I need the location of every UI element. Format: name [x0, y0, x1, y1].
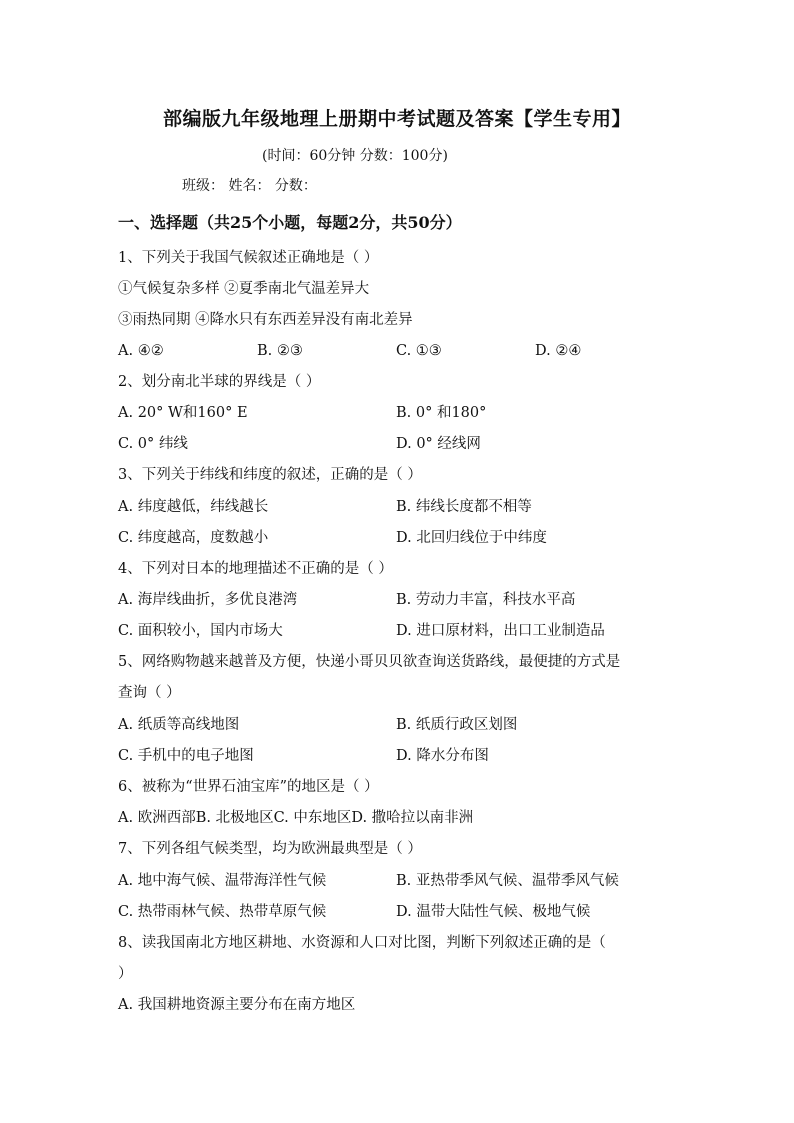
question-5-stem: 5、网络购物越来越普及方便，快递小哥贝贝欲查询送货路线，最便捷的方式是: [118, 654, 621, 670]
question-4-option-c: C. 面积较小，国内市场大: [118, 623, 283, 639]
question-1-option-c: C. ①③: [396, 343, 442, 359]
question-8-stem-cont: ）: [118, 966, 133, 982]
question-2-option-d: D. 0° 经线网: [396, 436, 481, 452]
question-4-option-b: B. 劳动力丰富，科技水平高: [396, 592, 576, 608]
question-1-option-d: D. ②④: [535, 343, 582, 359]
question-1-option-a: A. ④②: [118, 343, 164, 359]
page-title: 部编版九年级地理上册期中考试题及答案【学生专用】: [162, 108, 631, 130]
question-2-stem: 2、划分南北半球的界线是（ ）: [118, 374, 321, 390]
question-7-option-c: C. 热带雨林气候、热带草原气候: [118, 904, 327, 920]
question-2-option-c: C. 0° 纬线: [118, 436, 188, 452]
question-5-option-a: A. 纸质等高线地图: [118, 717, 240, 733]
question-7-option-d: D. 温带大陆性气候、极地气候: [396, 904, 591, 920]
question-6-stem: 6、被称为“世界石油宝库”的地区是（ ）: [118, 779, 379, 795]
question-8-stem: 8、读我国南北方地区耕地、水资源和人口对比图，判断下列叙述正确的是（: [118, 935, 606, 951]
section-heading: 一、选择题（共25个小题，每题2分，共50分）: [118, 213, 462, 232]
question-4-option-d: D. 进口原材料，出口工业制造品: [396, 623, 605, 639]
question-1-option-b: B. ②③: [257, 343, 303, 359]
question-5-option-b: B. 纸质行政区划图: [396, 717, 518, 733]
question-7-stem: 7、下列各组气候类型，均为欧洲最典型是（ ）: [118, 841, 422, 857]
question-5-stem-cont: 查询（ ）: [118, 685, 181, 701]
question-2-option-a: A. 20° W和160° E: [118, 405, 248, 421]
question-3-option-a: A. 纬度越低，纬线越长: [118, 499, 269, 515]
question-6-options: A. 欧洲西部B. 北极地区C. 中东地区D. 撒哈拉以南非洲: [118, 810, 474, 826]
question-3-option-b: B. 纬线长度都不相等: [396, 499, 532, 515]
question-8-option-a: A. 我国耕地资源主要分布在南方地区: [118, 997, 356, 1013]
question-3-option-c: C. 纬度越高，度数越小: [118, 530, 269, 546]
question-1-stem: 1、下列关于我国气候叙述正确地是（ ）: [118, 250, 379, 266]
question-5-option-d: D. 降水分布图: [396, 748, 489, 764]
question-3-stem: 3、下列关于纬线和纬度的叙述，正确的是（ ）: [118, 467, 422, 483]
question-1-statement-2: ③雨热同期 ④降水只有东西差异没有南北差异: [118, 312, 413, 328]
question-7-option-a: A. 地中海气候、温带海洋性气候: [118, 873, 327, 889]
question-2-option-b: B. 0° 和180°: [396, 405, 487, 421]
question-7-option-b: B. 亚热带季风气候、温带季风气候: [396, 873, 619, 889]
question-4-stem: 4、下列对日本的地理描述不正确的是（ ）: [118, 561, 393, 577]
question-1-statement-1: ①气候复杂多样 ②夏季南北气温差异大: [118, 281, 370, 297]
exam-time-score: (时间：60分钟 分数：100分): [262, 148, 448, 164]
question-3-option-d: D. 北回归线位于中纬度: [396, 530, 547, 546]
question-5-option-c: C. 手机中的电子地图: [118, 748, 254, 764]
question-4-option-a: A. 海岸线曲折，多优良港湾: [118, 592, 298, 608]
student-info-line: 班级： 姓名： 分数：: [182, 178, 317, 194]
